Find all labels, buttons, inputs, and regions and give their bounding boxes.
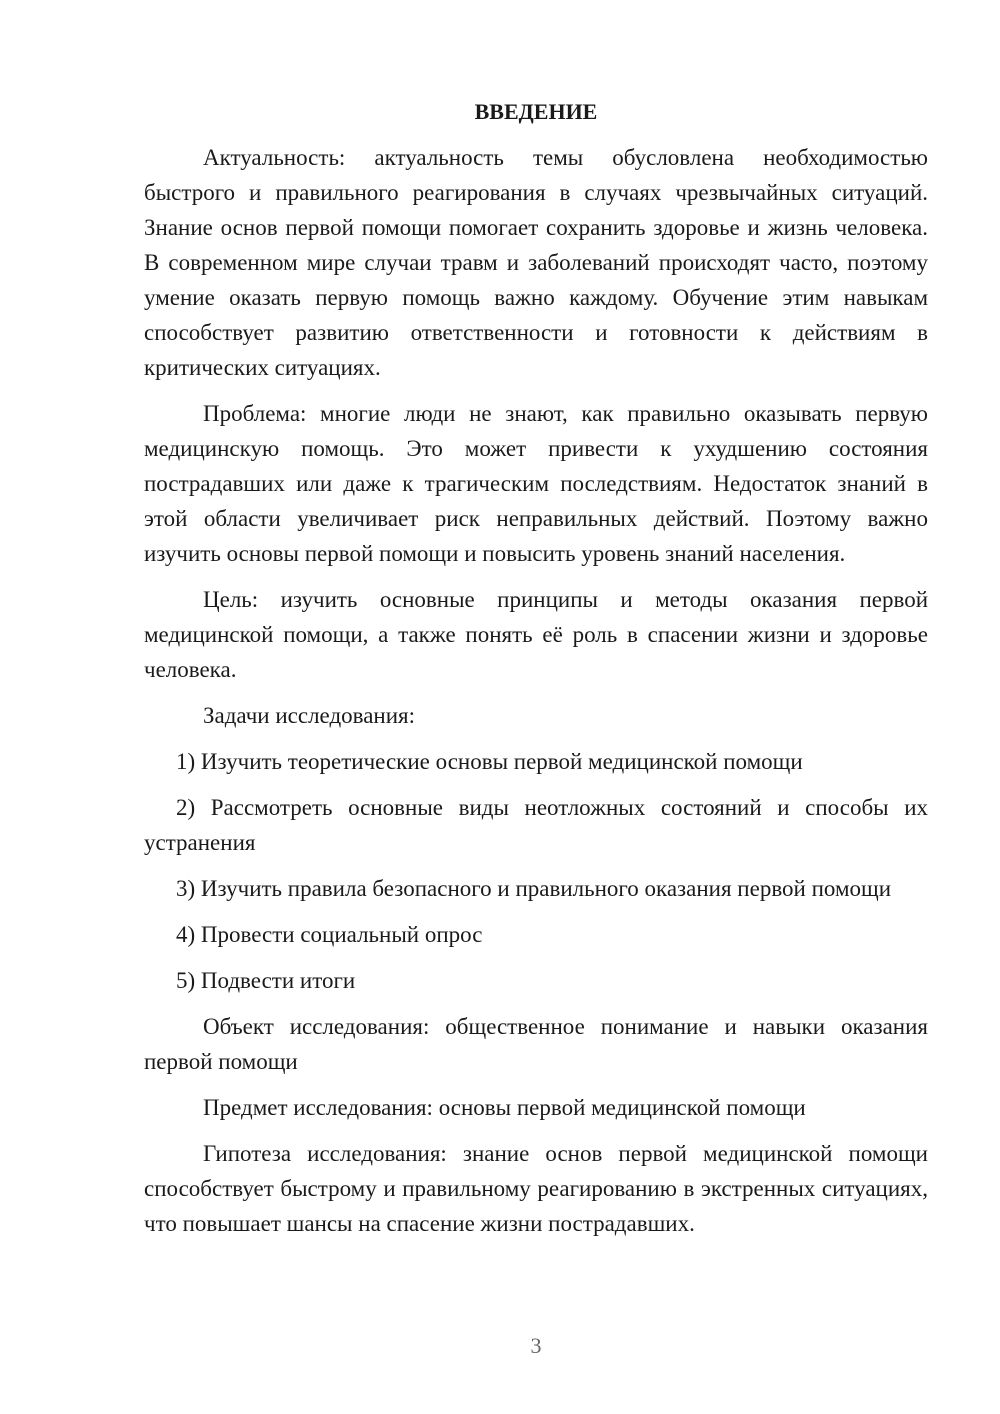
problem-paragraph: Проблема: многие люди не знают, как правильно оказывать первую медицинскую помощь. Это может привести к ухудшению состояния пострадавших или даже к трагическим последствиям. Недостаток знаний в этой области увеличивает риск неправильных действий. Поэтому важно изучить основы первой помощи и повысить уровень знаний населения. [144,401,928,566]
section-heading: ВВЕДЕНИЕ [474,99,598,124]
task-item-2: 2) Рассмотреть основные виды неотложных состояний и способы их устранения [144,795,928,855]
hypothesis-paragraph: Гипотеза исследования: знание основ первой медицинской помощи способствует быстрому и правильному реагированию в экстренных ситуациях, что повышает шансы на спасение жизни пострадавших. [144,1141,928,1236]
research-subject-paragraph: Предмет исследования: основы первой медицинской помощи [203,1095,806,1120]
task-item-5: 5) Подвести итоги [176,968,356,993]
goal-paragraph: Цель: изучить основные принципы и методы оказания первой медицинской помощи, а также понять её роль в спасении жизни и здоровье человека. [144,587,928,682]
document-body [144,94,928,1252]
tasks-heading: Задачи исследования: [203,703,416,728]
research-object-paragraph: Объект исследования: общественное понимание и навыки оказания первой помощи [144,1014,928,1074]
task-item-1: 1) Изучить теоретические основы первой медицинской помощи [176,749,803,774]
page-number: 3 [530,1333,542,1358]
task-item-3: 3) Изучить правила безопасного и правильного оказания первой помощи [176,876,892,901]
relevance-paragraph: Актуальность: актуальность темы обусловлена необходимостью быстрого и правильного реагирования в случаях чрезвычайных ситуаций. Знание основ первой помощи помогает сохранить здоровье и жизнь человека. В современном мире случаи травм и заболеваний происходят часто, поэтому умение оказать первую помощь важно каждому. Обучение этим навыкам способствует развитию ответственности и готовности к действиям в критических ситуациях. [144,145,928,380]
task-item-4: 4) Провести социальный опрос [176,922,483,947]
